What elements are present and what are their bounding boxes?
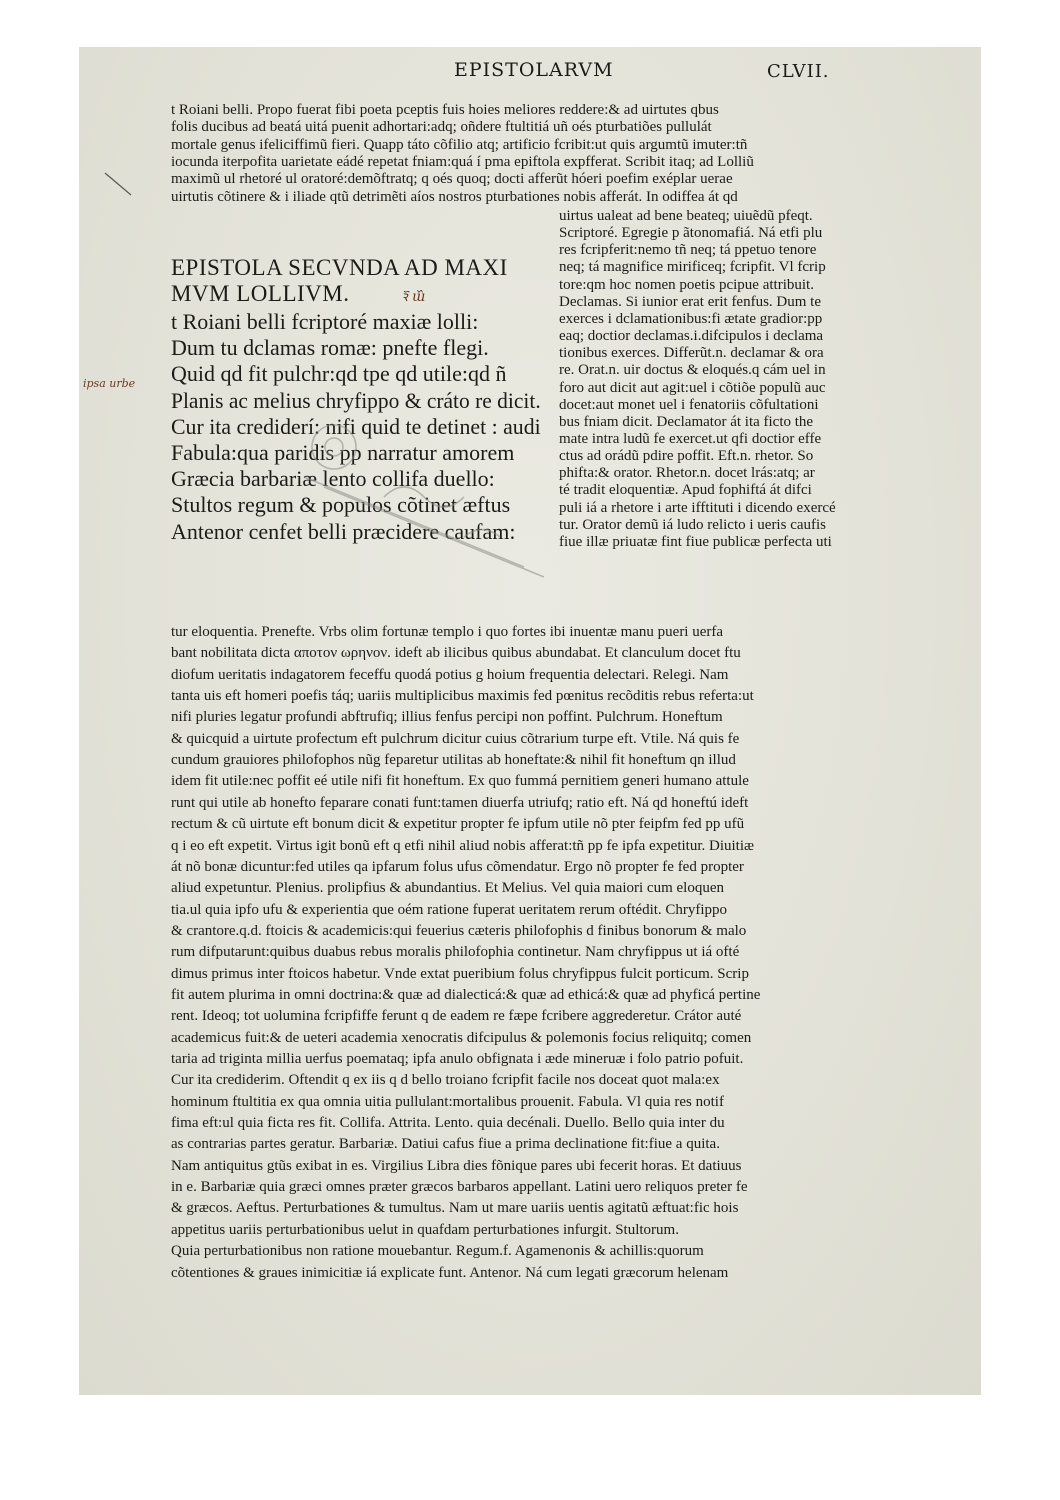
margin-annotation: ipsa urbe — [83, 377, 136, 390]
commentary-line: fit autem plurima in omni doctrina:& quæ ad dialecticá:& quæ ad ethicá:& quæ ad phyficá pertine — [171, 986, 761, 1003]
right-column-line: tore:qm hoc nomen poetis pcipue attribuit. — [559, 276, 814, 293]
right-column-line: tionibus exerces. Differũt.n. declamar & ora — [559, 345, 824, 362]
commentary-line: & græcos. Aeftus. Perturbationes & tumultus. Nam ut mare uariis uentis agitatũ æftuat:fic hois — [171, 1200, 739, 1217]
right-column-line: neq; tá magnifice mirificeq; fcripfit. Vl fcrip — [559, 259, 826, 276]
right-column-line: uirtus ualeat ad bene beateq; uiuẽdũ pfeqt. — [559, 208, 813, 224]
commentary-line: academicus fuit:& de ueteri academia xenocratis difcipulus & polemonis focius reliquitq; comen — [171, 1029, 752, 1046]
commentary-line: runt qui utile ab honefto feparare conati funt:tamen diuerfa utriufq; ratio eft. Ná qd honeftú ideft — [171, 794, 749, 811]
commentary-line: át nõ bonæ dicuntur:fed utiles qa ipfarum folus ufus cõmendatur. Ergo nõ propter fe fed propter — [171, 858, 744, 875]
intro-line: uirtutis cõtinere & i iliade qtũ detrimẽti aíos nostros pturbationes nobis afferát. In odiffea át qd — [171, 188, 738, 205]
commentary-line: & crantore.q.d. ftoicis & academicis:qui feuerius cæteris philofophis d finibus bonorum & malo — [171, 922, 747, 939]
commentary-line: rum difputarunt:quibus duabus rebus moralis philofophia continetur. Nam chryfippus ut iá ofté — [171, 944, 740, 961]
commentary-line: taria ad triginta millia uerfus poemataq; ipfa anulo obfignata i æde mineruæ i folo patrio pofuit. — [171, 1051, 744, 1067]
right-column-line: mate intra ludũ fe exercet.ut qfi doctior effe — [559, 430, 822, 447]
heading-line: EPISTOLA SECVNDA AD MAXI — [171, 255, 508, 280]
right-column-line: foro aut dicit aut agit:uel i cõtiõe populũ auc — [559, 379, 826, 396]
verse-line: Stultos regum & populos cõtinet æftus — [171, 492, 511, 518]
right-column-line: bus fniam dicit. Declamator át ita ficto the — [559, 413, 814, 430]
commentary-line: idem fit utile:nec poffit eé utile nifi fit honeftum. Ex quo fummá pernitiem generi humano attule — [171, 773, 749, 790]
right-column-line: té tradit eloquentiæ. Apud fophiftá át difci — [559, 482, 812, 499]
verse-line: t Roiani belli fcriptoré maxiæ lolli: — [171, 309, 479, 334]
right-column-line: fiue illæ priuatæ fint fiue publicæ perfecta uti — [559, 533, 832, 550]
verse-line: Dum tu dclamas romæ: pnefte flegi. — [171, 335, 489, 361]
commentary-line: & quicquid a uirtute profectum eft pulchrum dicitur cuius cõtrarium turpe eft. Vtile. Ná quis fe — [171, 730, 740, 747]
commentary-line: bant nobilitata dicta απoτoν ωρηνον. ideft ab ilicibus quibus abundabat. Et clanculum docet ftu — [171, 645, 741, 662]
commentary-line: tur eloquentia. Prenefte. Vrbs olim fortunæ templo i quo fortes ibi inuentæ manu pueri uerfa — [171, 624, 724, 640]
commentary-line: rent. Ideoq; tot uolumina fcripfiffe ferunt q de eadem re fæpe fcribere aggrederetur. Crátor auté — [171, 1008, 742, 1025]
commentary-line: tanta uis eft homeri poefis táq; uariis multiplicibus maximis fed pœnitus recõditis rebus referta:ut — [171, 688, 754, 705]
commentary-line: Cur ita crediderim. Oftendit q ex iis q d bello troiano fcripfit facile nos doceat quot mala:ex — [171, 1072, 720, 1089]
intro-line: mortale genus ifeliciffimũ fieri. Quapp táto cõfilio atq; artificio fcribit:ut quis argumtũ imuter:tñ — [171, 136, 748, 153]
intro-line: iocunda iterpofita uarietate eádé repetat fniam:quá í pma epiftola expfferat. Scribit itaq; ad Lolliũ — [171, 153, 754, 170]
commentary-line: Quia perturbationibus non ratione mouebantur. Regum.f. Agamenonis & achillis:quorum — [171, 1243, 704, 1260]
commentary-line: diofum ueritatis indagatorem feceffu quodá potius g hoium frequentia delectari. Relegi. Nam — [171, 666, 729, 683]
right-column-line: res fcripferit:nemo tñ neq; tá ppetuo tenore — [559, 242, 817, 259]
verse-line: Planis ac melius chryfippo & cráto re dicit. — [171, 387, 541, 413]
commentary-line: q i eo eft expetit. Virtus igit bonũ eft q etfi nihil aliud nobis afferat:tñ pp fe ipfa expetitur. Diuitiæ — [171, 837, 755, 854]
margin-mark-icon — [101, 167, 141, 207]
commentary-line: tia.ul quia ipfo ufu & experientia que oém ratione fuperat ueritatem rerum oftédit. Chryfippo — [171, 901, 728, 918]
right-column-line: Scriptoré. Egregie p ãtonomafiá. Ná etfi plu — [559, 225, 823, 242]
commentary-line: appetitus uariis perturbationibus uelut in quafdam perturbationes infurgit. Stultorum. — [171, 1221, 679, 1238]
verse-line: Græcia barbariæ lento collifa duello: — [171, 466, 495, 492]
commentary-line: Nam antiquitus gtũs exibat in es. Virgilius Libra dies fõnique pares ubi fecerit horas. Et datiuus — [171, 1157, 742, 1174]
commentary-line: as contrarias partes geratur. Barbariæ. Datiui cafus fiue a prima declinatione fit:fiue a quita. — [171, 1136, 720, 1153]
intro-line: folis ducibus ad beatá uitá puenit adhortari:adq; oñdere ftultitiá uñ oés pturbatiões pullulát — [171, 119, 712, 136]
commentary-line: aliud expetuntur. Plenius. prolipfius & abundantius. Et Melius. Vel quia maiori cum eloquen — [171, 880, 724, 897]
commentary-line: cundum grauiores philofophos nũg feparetur utilitas ab honeftate:& nihil fit honeftum qn illud — [171, 752, 736, 769]
commentary-line: cõtentiones & graues inimicitiæ iá explicate funt. Antenor. Ná cum legati græcorum helenam — [171, 1264, 729, 1281]
intro-line: t Roiani belli. Propo fuerat fibi poeta pceptis fuis hoies meliores reddere:& ad uirtutes qbus — [171, 102, 719, 118]
commentary-line: dimus primus inter ftoicos habetur. Vnde extat pueribium folus chryfippus fulcit porticum. Scrip — [171, 965, 749, 982]
right-column-line: re. Orat.n. uir doctus & eloqués.q cám uel in — [559, 362, 826, 379]
right-column-line: ctus ad orádũ pdire poffit. Eft.n. rhetor. So — [559, 448, 814, 465]
right-column-line: tur. Orator demũ iá ludo relicto i ueris caufis — [559, 516, 827, 533]
right-column-line: exerces i dclamationibus:fi ætate gradior:pp — [559, 310, 823, 327]
commentary-line: rectum & cũ uirtute eft bonum dicit & expetitur propter fe ipfum utile nõ pter feipfm fed pp ufũ — [171, 816, 745, 833]
right-column-line: puli iá a rhetore i arte ifftituti i dicendo exercé — [559, 499, 836, 516]
commentary-line: hominum ftultitia ex qua omnia uitia pullulant:mortalibus prouenit. Fabula. Vl quia res notif — [171, 1093, 724, 1110]
right-column-line: phifta:& orator. Rhetor.n. docet lrás:atq; ar — [559, 465, 815, 482]
heading-annotation: ꝛ᷈ ɯ᷈ — [401, 289, 426, 305]
verse-line: Antenor cenfet belli præcidere caufam: — [171, 518, 516, 544]
heading-line: MVM LOLLIVM. — [171, 281, 350, 306]
verse-line: Quid qd fit pulchr:qd tpe qd utile:qd ñ — [171, 361, 507, 387]
commentary-line: fima eft:ul quia ficta res fit. Collifa. Attrita. Lento. quia decénali. Duello. Bello quia inter du — [171, 1115, 725, 1132]
running-title: EPISTOLARVM — [454, 59, 614, 81]
verse-line: Fabula:qua paridis pp narratur amorem — [171, 440, 515, 465]
right-column-line: Declamas. Si iunior erat erit fenfus. Dum te — [559, 293, 822, 310]
commentary-line: nifi pluries legatur profundi abftrufiq; illius fenfus percipi non poffint. Pulchrum. Honeftum — [171, 709, 723, 726]
right-column-line: docet:aut monet uel i fenatoriis cõfultationi — [559, 396, 819, 413]
verse-line: Cur ita crediderí: nifi quid te detinet : audi — [171, 413, 541, 439]
commentary-line: in e. Barbariæ quia græci omnes præter græcos barbaros appellant. Latini uero reliquos preter fe — [171, 1179, 748, 1196]
library-stamp-icon — [264, 377, 604, 627]
right-column-line: eaq; doctior declamas.i.difcipulos i declama — [559, 328, 824, 345]
folio-number: CLVII. — [767, 61, 830, 82]
manuscript-page — [79, 47, 981, 1395]
intro-line: maximũ ul rhetoré ul oratoré:demõftratq; q oés quoq; docti afferũt hóeri poefim exéplar uerae — [171, 171, 733, 188]
